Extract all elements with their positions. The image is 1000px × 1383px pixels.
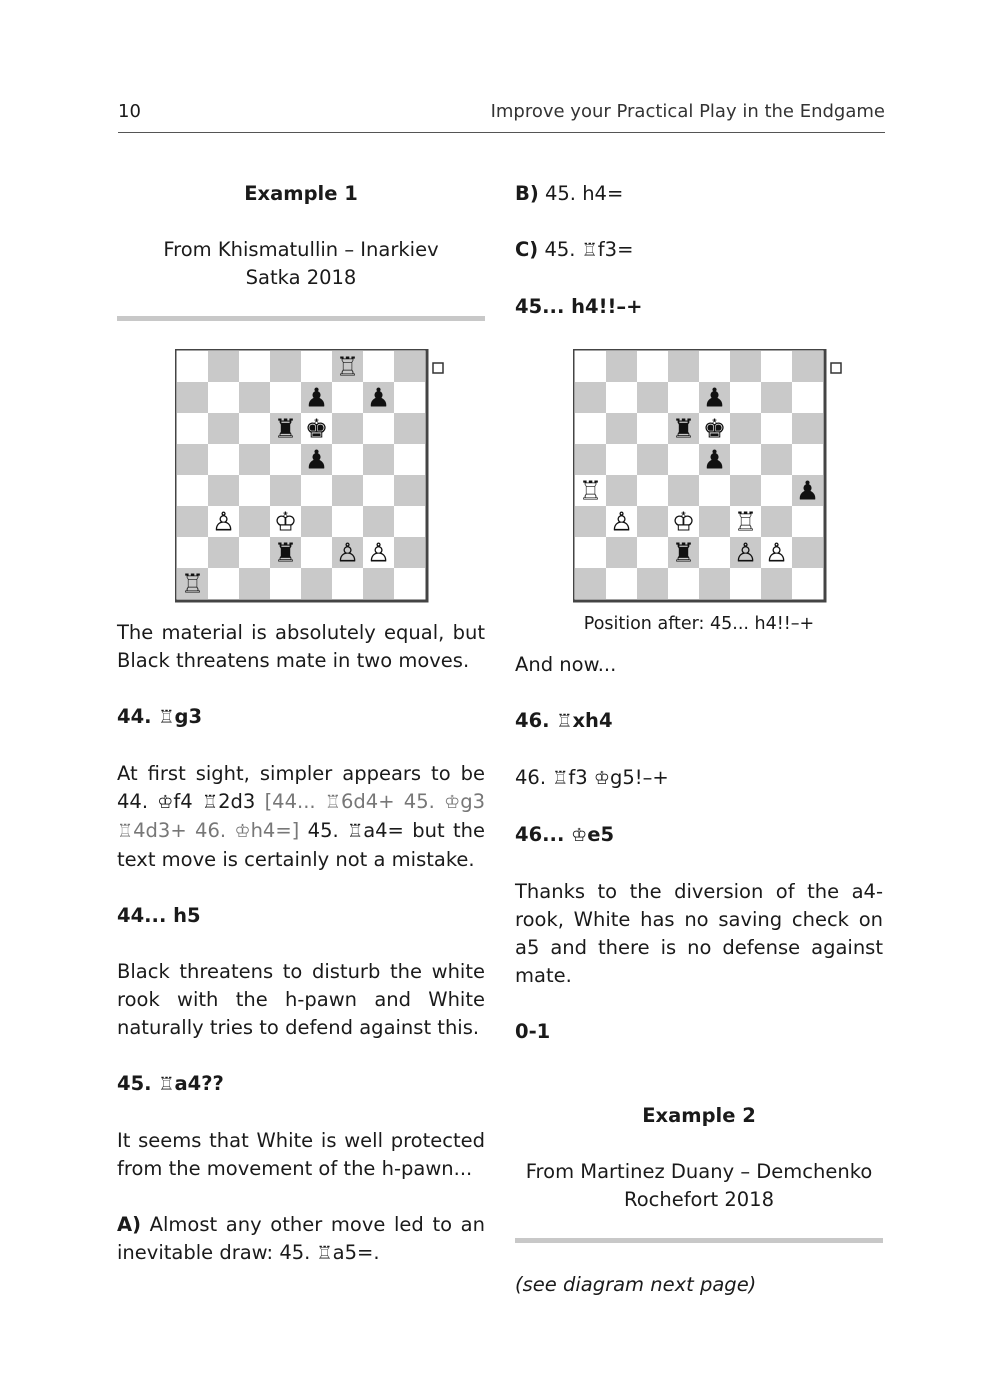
dark-square	[332, 475, 363, 506]
dark-square	[637, 382, 668, 413]
white-pawn-icon: ♙	[609, 507, 634, 538]
dark-square	[637, 568, 668, 599]
white-pawn-icon: ♙	[733, 538, 758, 569]
dark-square	[239, 382, 270, 413]
move-text: a4??	[174, 1072, 224, 1095]
rook-glyph-icon: ♖	[556, 711, 573, 732]
text-run: f3	[568, 766, 588, 789]
move-number: 45.	[117, 1072, 152, 1095]
white-rook-icon: ♖	[335, 352, 360, 383]
paragraph-analysis	[117, 760, 485, 874]
rook-glyph-icon: ♖	[158, 1074, 175, 1095]
text-run: Almost any other move led to an inevitable draw: 45.	[117, 1213, 485, 1264]
rook-glyph-icon: ♖	[201, 792, 219, 813]
text-run: f4	[173, 790, 193, 813]
dark-square	[668, 475, 699, 506]
text-run: 46.	[515, 766, 547, 789]
dark-square	[761, 568, 792, 599]
game-info	[117, 236, 485, 292]
dark-square	[730, 413, 761, 444]
dark-square	[177, 444, 208, 475]
paragraph: And now...	[515, 653, 617, 676]
game-players: From Khismatullin – Inarkiev	[163, 238, 439, 261]
dark-square	[394, 413, 425, 444]
dark-square	[239, 506, 270, 537]
option-b	[515, 180, 883, 208]
black-rook-icon: ♜	[671, 414, 696, 445]
dark-square	[208, 413, 239, 444]
rook-glyph-icon: ♖	[552, 768, 569, 789]
black-rook-icon: ♜	[273, 538, 298, 569]
king-glyph-icon: ♔	[234, 821, 251, 842]
dark-square	[575, 444, 606, 475]
dark-square	[606, 413, 637, 444]
dark-square	[208, 537, 239, 568]
dark-square	[761, 382, 792, 413]
move-heading: 45... h4!!–+	[515, 295, 643, 318]
dark-square	[668, 351, 699, 382]
text-run: 45.	[307, 819, 339, 842]
move-heading	[117, 1070, 485, 1099]
move-heading: 44... h5	[117, 904, 201, 927]
option-label: A)	[117, 1213, 142, 1236]
text-run: a5=.	[332, 1241, 380, 1264]
dark-square	[606, 537, 637, 568]
dark-square	[637, 444, 668, 475]
side-to-move-indicator	[433, 363, 443, 373]
text-run: g3	[460, 790, 486, 813]
white-king-icon: ♔	[273, 507, 298, 538]
text-run: g5!–+	[609, 766, 669, 789]
dark-square	[606, 351, 637, 382]
game-players: From Martinez Duany – Demchenko	[525, 1160, 873, 1183]
dark-square	[270, 351, 301, 382]
side-to-move-indicator	[831, 363, 841, 373]
game-event: Rochefort 2018	[624, 1188, 774, 1211]
dark-square	[270, 475, 301, 506]
rook-glyph-icon: ♖	[117, 821, 134, 842]
text-run: 4d3+ 46.	[133, 819, 227, 842]
paragraph: It seems that White is well protected from the movement of the h-pawn...	[117, 1129, 485, 1180]
king-glyph-icon: ♔	[444, 792, 461, 813]
paragraph: The material is absolutely equal, but Black threatens mate in two moves.	[117, 621, 485, 672]
text-run: 6d4+ 45.	[341, 790, 435, 813]
dark-square	[575, 382, 606, 413]
diagram-caption: Position after: 45... h4!!–+	[583, 614, 815, 634]
page-header	[118, 98, 885, 133]
text-run: At first sight, simpler appears to be 44.	[117, 762, 485, 813]
king-glyph-icon: ♔	[157, 792, 174, 813]
dark-square	[363, 444, 394, 475]
move-number: 44.	[117, 705, 152, 728]
right-column	[515, 180, 883, 1327]
black-pawn-icon: ♟	[304, 445, 329, 476]
dark-square	[363, 568, 394, 599]
dark-square	[332, 413, 363, 444]
dark-square	[792, 413, 823, 444]
dark-square	[761, 444, 792, 475]
black-king-icon: ♚	[702, 414, 727, 445]
move-heading	[515, 707, 883, 736]
chess-diagram-1	[117, 349, 485, 607]
black-pawn-icon: ♟	[366, 383, 391, 414]
dark-square	[606, 475, 637, 506]
dark-square	[394, 537, 425, 568]
black-pawn-icon: ♟	[304, 383, 329, 414]
move-heading	[117, 703, 485, 732]
black-pawn-icon: ♟	[795, 476, 820, 507]
game-event: Satka 2018	[245, 266, 357, 289]
text-run: [44...	[264, 790, 316, 813]
dark-square	[761, 506, 792, 537]
running-title: Improve your Practical Play in the Endgame	[490, 101, 885, 122]
black-rook-icon: ♜	[671, 538, 696, 569]
dark-square	[208, 351, 239, 382]
dark-square	[177, 382, 208, 413]
separator-rule	[117, 316, 485, 321]
white-pawn-icon: ♙	[211, 507, 236, 538]
white-rook-icon: ♖	[180, 569, 205, 600]
move-number: 46...	[515, 823, 565, 846]
white-rook-icon: ♖	[733, 507, 758, 538]
dark-square	[575, 506, 606, 537]
dark-square	[177, 506, 208, 537]
move-text: g3	[174, 705, 203, 728]
example-title: Example 1	[244, 182, 358, 205]
dark-square	[239, 444, 270, 475]
black-rook-icon: ♜	[273, 414, 298, 445]
chess-board-2	[573, 349, 843, 607]
move-number: 46.	[515, 709, 550, 732]
text-run: 2d3	[218, 790, 256, 813]
dark-square	[730, 475, 761, 506]
dark-square	[792, 537, 823, 568]
diagram-note: (see diagram next page)	[515, 1273, 757, 1296]
white-pawn-icon: ♙	[366, 538, 391, 569]
page-number: 10	[118, 101, 141, 122]
game-result: 0-1	[515, 1020, 551, 1043]
text-run: 45. h4=	[544, 182, 624, 205]
black-pawn-icon: ♟	[702, 445, 727, 476]
king-glyph-icon: ♔	[571, 825, 588, 846]
dark-square	[239, 568, 270, 599]
dark-square	[575, 568, 606, 599]
white-pawn-icon: ♙	[764, 538, 789, 569]
dark-square	[363, 506, 394, 537]
option-a	[117, 1211, 485, 1268]
king-glyph-icon: ♔	[593, 768, 610, 789]
text-run: f3=	[597, 238, 634, 261]
dark-square	[394, 351, 425, 382]
dark-square	[208, 475, 239, 506]
paragraph: Black threatens to disturb the white rook with the h-pawn and White naturally tries to defend against this.	[117, 960, 485, 1039]
dark-square	[792, 351, 823, 382]
white-pawn-icon: ♙	[335, 538, 360, 569]
dark-square	[394, 475, 425, 506]
rook-glyph-icon: ♖	[347, 821, 364, 842]
dark-square	[301, 568, 332, 599]
option-label: C)	[515, 238, 539, 261]
text-run: a4= but the text move is certainly not a mistake.	[117, 819, 486, 871]
text-run: h4=]	[250, 819, 300, 842]
dark-square	[637, 506, 668, 537]
move-heading	[515, 821, 883, 850]
black-king-icon: ♚	[304, 414, 329, 445]
white-rook-icon: ♖	[578, 476, 603, 507]
rook-glyph-icon: ♖	[324, 792, 342, 813]
left-column	[117, 180, 485, 1296]
example-title: Example 2	[642, 1104, 756, 1127]
separator-rule	[515, 1238, 883, 1243]
paragraph-line	[515, 764, 883, 793]
move-text: e5	[587, 823, 615, 846]
option-c	[515, 236, 883, 265]
dark-square	[699, 568, 730, 599]
dark-square	[301, 506, 332, 537]
chess-diagram-2	[515, 349, 883, 607]
rook-glyph-icon: ♖	[581, 240, 598, 261]
white-king-icon: ♔	[671, 507, 696, 538]
paragraph: Thanks to the diversion of the a4-rook, White has no saving check on a5 and there is no defense against mate.	[515, 880, 883, 987]
black-pawn-icon: ♟	[702, 383, 727, 414]
option-label: B)	[515, 182, 539, 205]
move-text: xh4	[572, 709, 613, 732]
chess-board-1	[175, 349, 445, 607]
dark-square	[699, 506, 730, 537]
rook-glyph-icon: ♖	[158, 707, 175, 728]
dark-square	[730, 351, 761, 382]
rook-glyph-icon: ♖	[316, 1243, 333, 1264]
text-run: 45.	[544, 238, 576, 261]
game-info	[515, 1158, 883, 1214]
